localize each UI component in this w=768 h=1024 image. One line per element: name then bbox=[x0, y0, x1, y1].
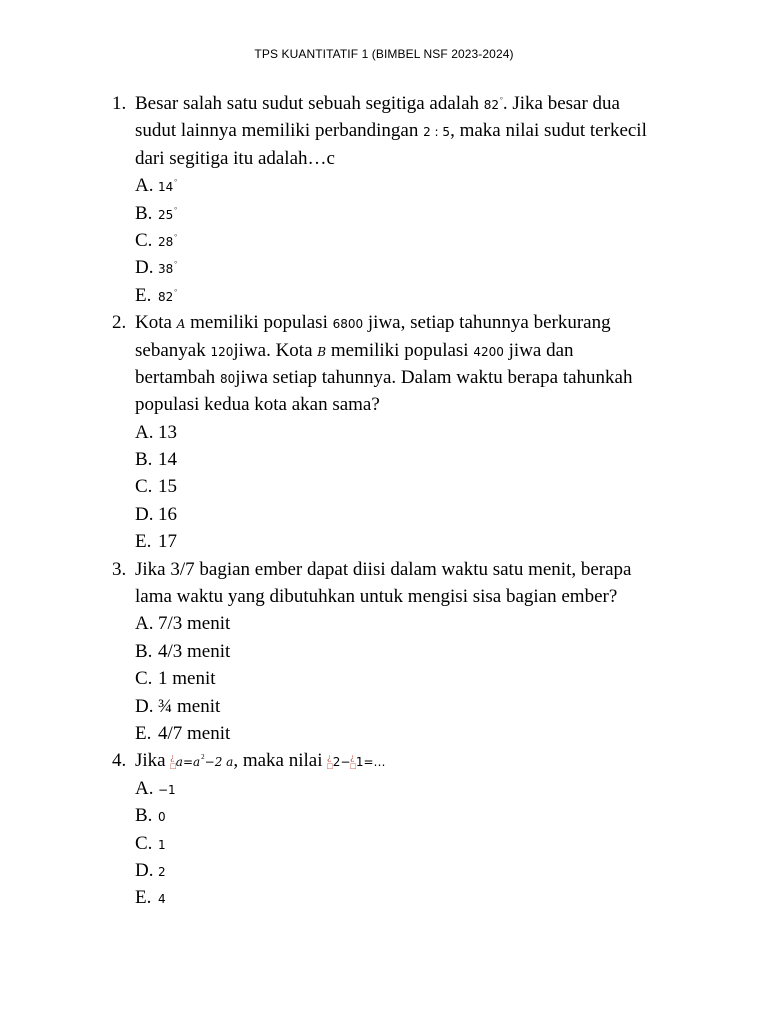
degree-symbol: ° bbox=[174, 205, 178, 214]
question-text: memiliki populasi bbox=[326, 339, 474, 361]
degree-symbol: ° bbox=[174, 287, 178, 296]
option-3e[interactable] bbox=[112, 720, 712, 747]
question-text: memiliki populasi bbox=[185, 312, 333, 334]
page-header: TPS KUANTITATIF 1 (BIMBEL NSF 2023-2024) bbox=[254, 47, 514, 61]
question-2-line-2 bbox=[112, 337, 712, 364]
operator-symbol-top: ¿ bbox=[170, 752, 175, 763]
option-value: ¾ menit bbox=[158, 695, 221, 717]
question-text: jiwa, setiap tahunnya berkurang bbox=[363, 312, 611, 334]
option-value: 4/7 menit bbox=[158, 722, 231, 744]
option-letter: E. bbox=[135, 284, 152, 306]
math-value: 4200 bbox=[473, 344, 504, 359]
option-letter: A. bbox=[135, 777, 154, 799]
option-value: 82 bbox=[158, 289, 174, 304]
option-value: 7/3 menit bbox=[158, 613, 231, 635]
degree-symbol: ° bbox=[174, 260, 178, 269]
question-text: lama waktu yang dibutuhkan untuk mengisi sisa bagian ember? bbox=[135, 586, 618, 608]
option-2a[interactable] bbox=[112, 419, 712, 446]
option-3c[interactable] bbox=[112, 665, 712, 692]
option-letter: B. bbox=[135, 805, 153, 827]
option-value: 14 bbox=[158, 180, 174, 195]
option-4b[interactable] bbox=[112, 802, 712, 829]
question-text: populasi kedua kota akan sama? bbox=[135, 394, 380, 416]
math-exponent: 2 bbox=[201, 753, 205, 762]
option-3a[interactable] bbox=[112, 610, 712, 637]
option-1e[interactable] bbox=[112, 282, 712, 309]
question-number: 3. bbox=[112, 558, 127, 580]
option-letter: B. bbox=[135, 449, 153, 471]
math-value: 6800 bbox=[332, 317, 364, 332]
option-letter: C. bbox=[135, 229, 153, 251]
question-1-line-2 bbox=[112, 117, 712, 144]
question-3-line-1 bbox=[112, 556, 712, 583]
option-4e[interactable] bbox=[112, 884, 712, 911]
option-letter: D. bbox=[135, 503, 154, 525]
question-text: sebanyak bbox=[135, 339, 211, 361]
question-text: jiwa setiap tahunnya. Dalam waktu berapa tahunkah bbox=[235, 366, 633, 388]
option-value: 4 bbox=[158, 892, 166, 907]
operator-symbol-box: □ bbox=[327, 761, 333, 772]
option-1c[interactable] bbox=[112, 227, 712, 254]
math-value: 82 bbox=[483, 98, 500, 112]
option-letter: B. bbox=[135, 640, 153, 662]
operator-symbol-box: □ bbox=[170, 761, 176, 772]
operator-symbol-box: □ bbox=[350, 761, 356, 772]
question-text: , maka nilai sudut terkecil bbox=[450, 120, 647, 142]
option-letter: E. bbox=[135, 887, 152, 909]
option-letter: E. bbox=[135, 722, 152, 744]
option-value: 0 bbox=[158, 810, 166, 825]
option-value: 4/3 menit bbox=[158, 640, 231, 662]
question-2-line-1 bbox=[112, 309, 712, 336]
option-4c[interactable] bbox=[112, 830, 712, 857]
question-number: 1. bbox=[112, 93, 127, 114]
option-value: 38 bbox=[158, 262, 174, 277]
option-value: 13 bbox=[158, 421, 177, 443]
option-4d[interactable] bbox=[112, 857, 712, 884]
question-number: 2. bbox=[112, 312, 127, 334]
option-2e[interactable] bbox=[112, 528, 712, 555]
question-number: 4. bbox=[112, 750, 127, 772]
math-expression: 1=… bbox=[355, 755, 386, 770]
option-value: 2 bbox=[158, 864, 166, 879]
question-text: Jika 3/7 bagian ember dapat diisi dalam waktu satu menit, berapa bbox=[135, 558, 632, 580]
math-expression: a=a bbox=[175, 755, 201, 770]
question-text: . Jika besar dua bbox=[502, 93, 620, 114]
option-letter: D. bbox=[135, 859, 154, 881]
question-3-line-2 bbox=[112, 583, 712, 610]
option-letter: D. bbox=[135, 695, 154, 717]
question-2-line-4 bbox=[112, 391, 712, 418]
option-value: 1 menit bbox=[158, 668, 216, 690]
question-text: jiwa dan bbox=[503, 339, 574, 361]
option-value: 14 bbox=[158, 449, 177, 471]
option-value: 25 bbox=[158, 207, 174, 222]
option-value: 1 bbox=[158, 837, 166, 852]
option-value: 28 bbox=[158, 234, 174, 249]
option-value: 15 bbox=[158, 476, 177, 498]
option-letter: A. bbox=[135, 421, 154, 443]
question-text: Jika bbox=[135, 750, 171, 772]
option-letter: C. bbox=[135, 668, 153, 690]
degree-symbol: ° bbox=[174, 232, 178, 241]
question-text: , maka nilai bbox=[233, 750, 328, 772]
question-1-line-1 bbox=[112, 90, 712, 117]
option-letter: C. bbox=[135, 832, 153, 854]
operator-symbol-top: ¿ bbox=[350, 752, 355, 763]
option-value: 17 bbox=[158, 531, 177, 553]
option-letter: B. bbox=[135, 202, 153, 224]
option-value: −1 bbox=[158, 782, 176, 797]
option-1d[interactable] bbox=[112, 254, 712, 281]
math-value: 80 bbox=[219, 371, 236, 386]
option-2d[interactable] bbox=[112, 501, 712, 528]
option-4a[interactable] bbox=[112, 775, 712, 802]
option-letter: A. bbox=[135, 175, 154, 197]
option-2c[interactable] bbox=[112, 473, 712, 500]
option-2b[interactable] bbox=[112, 446, 712, 473]
question-text: dari segitiga itu adalah…c bbox=[135, 147, 335, 169]
math-expression: −2 a bbox=[204, 755, 234, 770]
question-1-line-3 bbox=[112, 145, 712, 172]
operator-symbol-top: ¿ bbox=[327, 752, 332, 763]
option-3d[interactable] bbox=[112, 693, 712, 720]
math-value: 2 : 5 bbox=[423, 125, 451, 140]
question-4-line-1 bbox=[112, 747, 712, 774]
option-letter: C. bbox=[135, 476, 153, 498]
option-letter: A. bbox=[135, 613, 154, 635]
option-letter: E. bbox=[135, 531, 152, 553]
math-variable: B bbox=[317, 344, 327, 359]
option-1a[interactable] bbox=[112, 172, 712, 199]
degree-symbol: ° bbox=[174, 178, 178, 187]
option-letter: D. bbox=[135, 257, 154, 279]
question-text: Kota bbox=[135, 312, 177, 334]
question-text: sudut lainnya memiliki perbandingan bbox=[135, 120, 424, 142]
question-text: jiwa. Kota bbox=[233, 339, 318, 361]
option-3b[interactable] bbox=[112, 638, 712, 665]
option-1b[interactable] bbox=[112, 200, 712, 227]
math-expression: 2− bbox=[332, 755, 351, 770]
math-variable: A bbox=[176, 317, 186, 332]
option-value: 16 bbox=[158, 503, 177, 525]
question-list bbox=[112, 90, 712, 912]
question-text: Besar salah satu sudut sebuah segitiga adalah bbox=[135, 93, 484, 114]
question-text: bertambah bbox=[135, 366, 220, 388]
math-value: 120 bbox=[210, 344, 234, 359]
degree-symbol: ° bbox=[500, 96, 503, 104]
question-2-line-3 bbox=[112, 364, 712, 391]
